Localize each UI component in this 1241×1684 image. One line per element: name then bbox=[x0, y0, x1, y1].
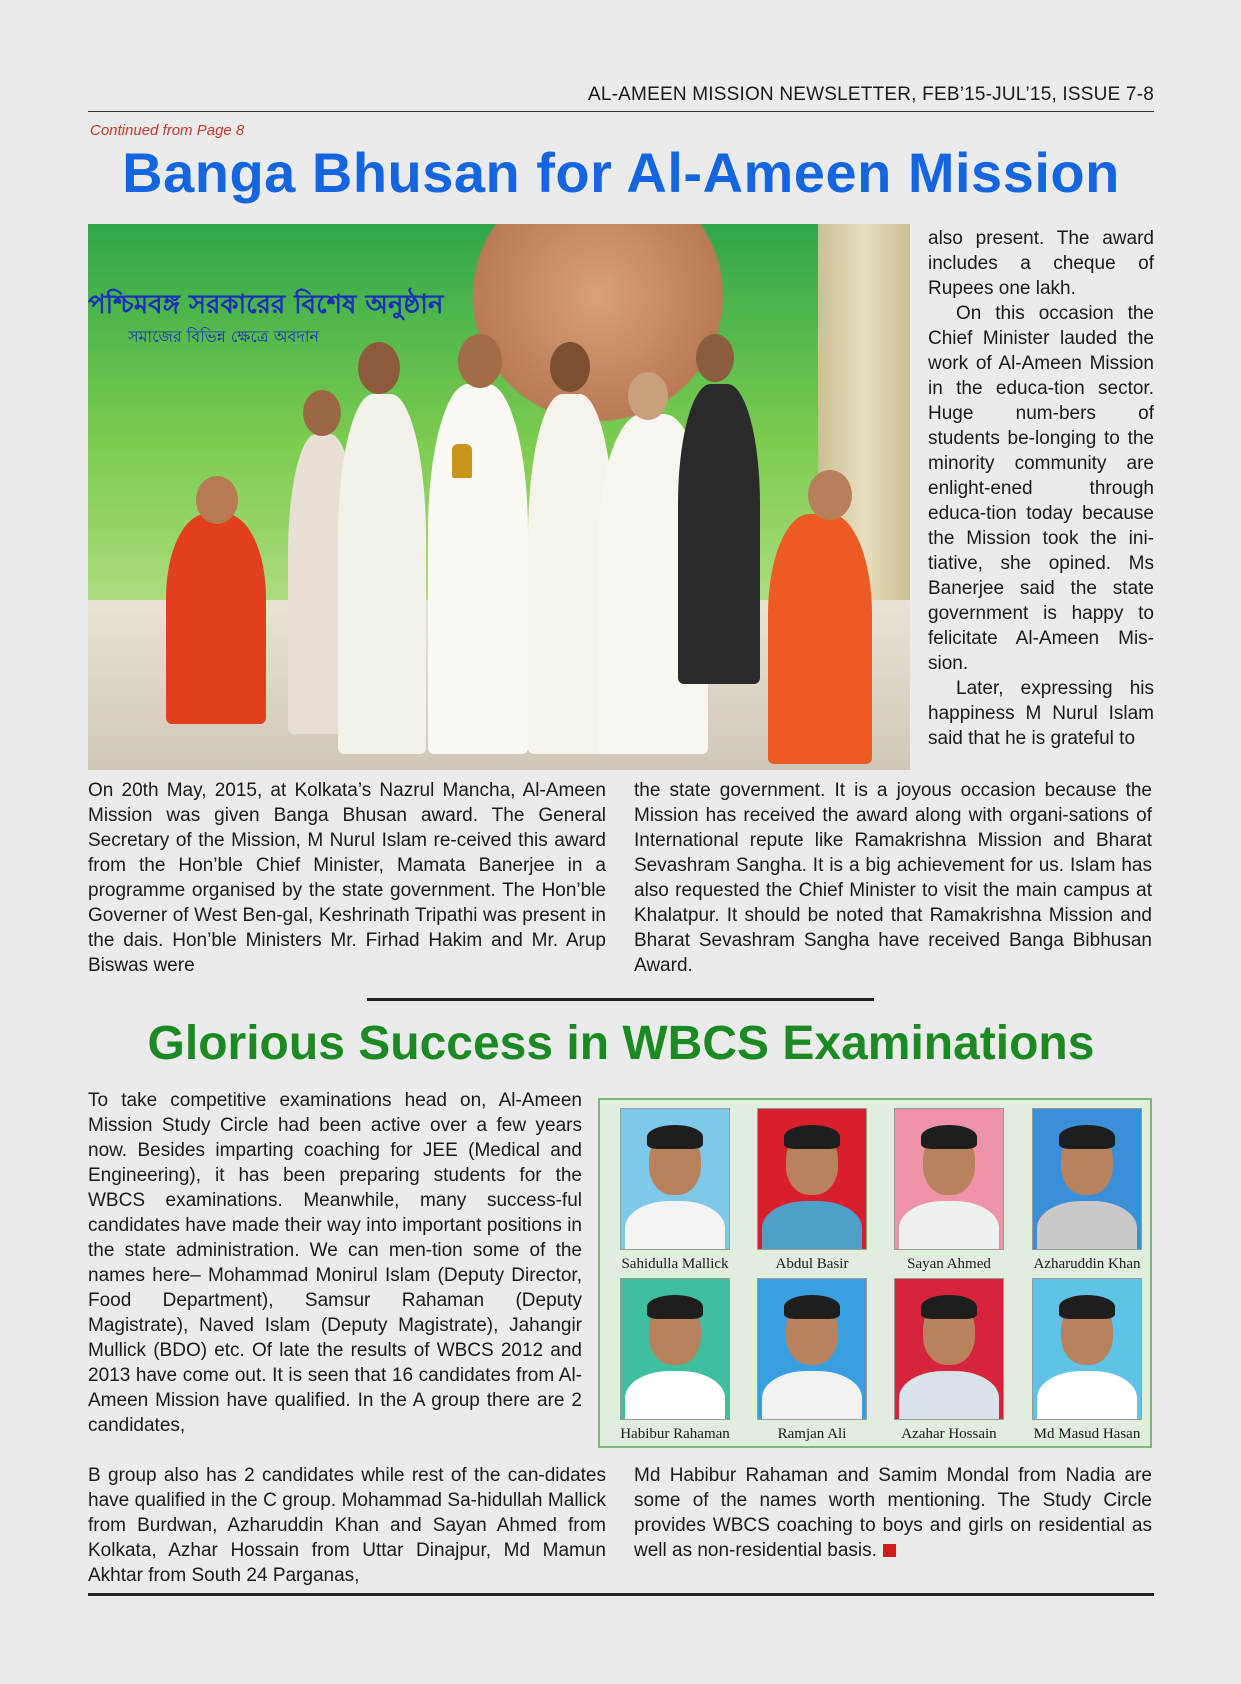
article1-left-para: On 20th May, 2015, at Kolkata’s Nazrul Mancha, Al-Ameen Mission was given Banga Bhusan award. The General Secretary of the Mission, M Nurul Islam re-ceived this award from the Hon’ble Chief Minister, Mamata Banerjee in a programme organised by the state government. The Hon’ble Governer of West Ben-gal, Keshrinath Tripathi was present in the dais. Hon’ble Ministers Mr. Firhad Hakim and Mr. Arup Biswas were bbox=[88, 780, 606, 976]
article1-side-para-2: On this occasion the Chief Minister lauded the work of Al-Ameen Mission in the educa-tion sector. Huge num-bers of students be-longing to the minority community are enlight-ened through educa-tion today because the Mission took the ini-tiative, she opined. Ms Banerjee said the state government is happy to felicitate Al-Ameen Mis-sion. bbox=[928, 303, 1154, 674]
award-trophy bbox=[452, 444, 472, 478]
candidate-card bbox=[745, 1278, 879, 1443]
candidate-name: Azahar Hossain bbox=[901, 1426, 997, 1442]
running-head: AL-AMEEN MISSION NEWSLETTER, FEB’15-JUL’15, ISSUE 7-8 bbox=[588, 84, 1154, 105]
person-head bbox=[808, 470, 852, 520]
article1-left-column bbox=[88, 778, 606, 978]
candidate-shirt bbox=[762, 1371, 862, 1420]
article2-right-column bbox=[634, 1463, 1152, 1563]
person-head bbox=[550, 342, 590, 392]
header-rule bbox=[88, 111, 1154, 112]
candidate-hair bbox=[921, 1125, 977, 1149]
candidate-name: Ramjan Ali bbox=[777, 1426, 847, 1442]
article-title-wbcs: Glorious Success in WBCS Examinations bbox=[147, 1017, 1095, 1070]
article1-side-column bbox=[928, 226, 1154, 751]
candidate-name: Abdul Basir bbox=[775, 1256, 849, 1272]
candidate-shirt bbox=[1037, 1371, 1137, 1420]
article2-right-text: Md Habibur Rahaman and Samim Mondal from Nadia are some of the names worth mentioning. The Study Circle provides WBCS coaching to boys and girls on residential as well as non-residential basis. bbox=[634, 1465, 1152, 1561]
article1-side-para-1: also present. The award includes a cheque of Rupees one lakh. bbox=[928, 228, 1154, 299]
article1-right-column bbox=[634, 778, 1152, 978]
candidate-card bbox=[608, 1278, 742, 1443]
person-head bbox=[303, 390, 341, 436]
candidate-photo bbox=[757, 1108, 867, 1250]
article1-side-para-3: Later, expressing his happiness M Nurul Islam said that he is grateful to bbox=[928, 678, 1154, 749]
candidate-photo bbox=[894, 1108, 1004, 1250]
person-head bbox=[628, 372, 668, 420]
article1-right-para: the state government. It is a joyous occasion because the Mission has received the award along with organi-sations of International repute like Ramakrishna Mission and Bharat Sevashram Sangha. It is a big achievement for us. Islam has also requested the Chief Minister to visit the main campus at Khalatpur. It should be noted that Ramakrishna Mission and Bharat Sevashram Sangha have received Banga Bibhusan Award. bbox=[634, 780, 1152, 976]
candidate-photo bbox=[620, 1108, 730, 1250]
candidate-photo bbox=[894, 1278, 1004, 1420]
continued-note: Continued from Page 8 bbox=[90, 122, 245, 139]
candidate-name: Sayan Ahmed bbox=[907, 1256, 991, 1272]
person-head bbox=[358, 342, 400, 394]
person-seated-left bbox=[166, 514, 266, 724]
candidate-hair bbox=[1059, 1295, 1115, 1319]
candidate-hair bbox=[784, 1125, 840, 1149]
article2-left-para-1: To take competitive examinations head on, Al-Ameen Mission Study Circle had been active over a few years now. Besides imparting coaching for JEE (Medical and Engineering), it has been preparing students for the WBCS examinations. Meanwhile, many success-ful candidates have made their way into important positions in the state administration. We can men-tion some of the names here– Mohammad Monirul Islam (Deputy Director, Food Department), Samsur Rahaman (Deputy Magistrate), Naved Islam (Deputy Magistrate), Jahangir Mullick (BDO) etc. Of late the results of WBCS 2012 and 2013 have come out. It is seen that 16 candidates from Al-Ameen Mission have qualified. In the A group there are 2 candidates, bbox=[88, 1090, 582, 1436]
candidate-shirt bbox=[625, 1371, 725, 1420]
candidate-card bbox=[745, 1108, 879, 1273]
article-title-banga-bhusan: Banga Bhusan for Al-Ameen Mission bbox=[122, 141, 1120, 204]
article2-right-para bbox=[634, 1463, 1152, 1563]
person-head bbox=[696, 334, 734, 382]
person-head bbox=[196, 476, 238, 524]
candidate-card bbox=[1020, 1278, 1154, 1443]
person-seated-right bbox=[768, 514, 872, 764]
candidate-photo bbox=[757, 1278, 867, 1420]
photo-banner-text: পশ্চিমবঙ্গ সরকারের বিশেষ অনুষ্ঠান bbox=[88, 290, 444, 320]
person-guard bbox=[678, 384, 760, 684]
candidate-hair bbox=[784, 1295, 840, 1319]
candidate-card bbox=[608, 1108, 742, 1273]
article2-left-column-2 bbox=[88, 1463, 606, 1588]
candidate-shirt bbox=[625, 1201, 725, 1250]
photo-banner-subtext: সমাজের বিভিন্ন ক্ষেত্রে অবদান bbox=[128, 327, 320, 346]
candidate-hair bbox=[647, 1125, 703, 1149]
section-divider bbox=[367, 998, 874, 1001]
candidate-card bbox=[882, 1278, 1016, 1443]
article2-left-para-2: B group also has 2 candidates while rest of the can-didates have qualified in the C group. Mohammad Sa-hidullah Mallick from Burdwan, Azharuddin Khan and Sayan Ahmed from Kolkata, Azhar Hossain from Uttar Dinajpur, Md Mamun Akhtar from South 24 Parganas, bbox=[88, 1465, 606, 1586]
candidate-card bbox=[1020, 1108, 1154, 1273]
person-head bbox=[458, 334, 502, 388]
candidate-name: Sahidulla Mallick bbox=[621, 1256, 729, 1272]
end-mark bbox=[883, 1544, 896, 1557]
award-ceremony-photo bbox=[88, 224, 910, 770]
candidate-gallery bbox=[598, 1098, 1152, 1448]
person-standing-3 bbox=[428, 384, 528, 754]
candidate-shirt bbox=[899, 1371, 999, 1420]
person-standing-2 bbox=[338, 394, 426, 754]
candidate-photo bbox=[1032, 1108, 1142, 1250]
candidate-photo bbox=[1032, 1278, 1142, 1420]
candidate-card bbox=[882, 1108, 1016, 1273]
candidate-hair bbox=[921, 1295, 977, 1319]
candidate-name: Md Masud Hasan bbox=[1033, 1426, 1141, 1442]
candidate-hair bbox=[647, 1295, 703, 1319]
candidate-name: Azharuddin Khan bbox=[1033, 1256, 1141, 1272]
article2-left-column bbox=[88, 1088, 582, 1438]
candidate-shirt bbox=[762, 1201, 862, 1250]
candidate-shirt bbox=[1037, 1201, 1137, 1250]
candidate-shirt bbox=[899, 1201, 999, 1250]
candidate-hair bbox=[1059, 1125, 1115, 1149]
candidate-name: Habibur Rahaman bbox=[620, 1426, 730, 1442]
candidate-photo bbox=[620, 1278, 730, 1420]
footer-rule bbox=[88, 1593, 1154, 1596]
